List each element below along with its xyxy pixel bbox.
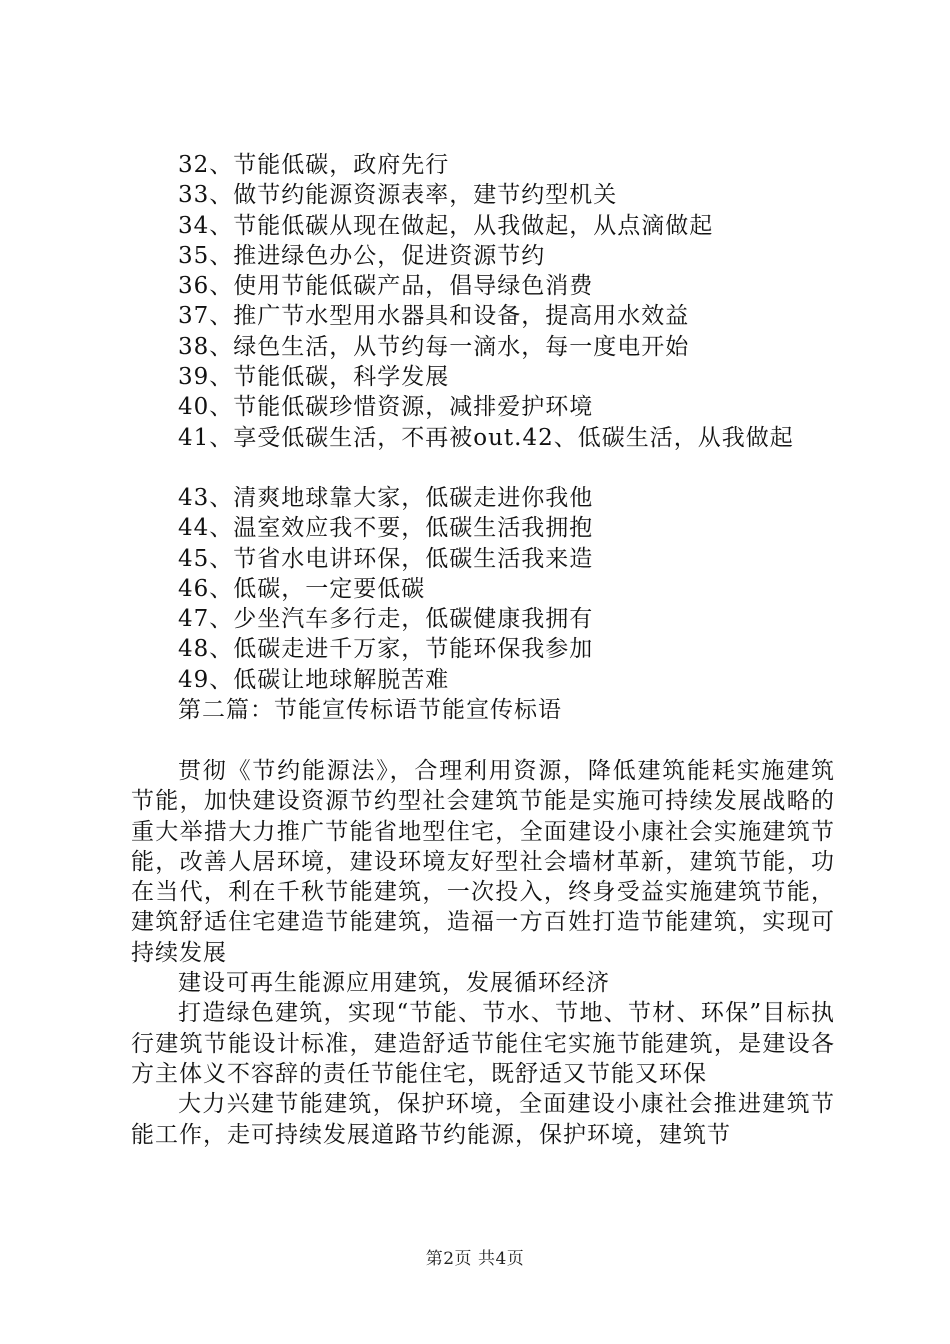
body-text bbox=[131, 756, 835, 1150]
slogan-item: 38、绿色生活，从节约每一滴水，每一度电开始 bbox=[178, 333, 690, 360]
page-footer: 第2页 共4页 bbox=[425, 1249, 525, 1269]
paragraph: 建设可再生能源应用建筑，发展循环经济 bbox=[178, 970, 610, 997]
slogan-item: 47、少坐汽车多行走，低碳健康我拥有 bbox=[178, 606, 594, 633]
slogan-item: 41、享受低碳生活，不再被out.42、低碳生活，从我做起 bbox=[178, 424, 794, 451]
slogan-item: 46、低碳，一定要低碳 bbox=[178, 575, 426, 602]
slogan-item: 34、节能低碳从现在做起，从我做起，从点滴做起 bbox=[178, 212, 714, 239]
slogan-item: 44、温室效应我不要，低碳生活我拥抱 bbox=[178, 515, 594, 542]
slogan-item: 48、低碳走进千万家，节能环保我参加 bbox=[178, 636, 594, 663]
slogan-item: 43、清爽地球靠大家，低碳走进你我他 bbox=[178, 484, 594, 511]
slogan-item: 36、使用节能低碳产品，倡导绿色消费 bbox=[178, 273, 594, 300]
paragraph: 大力兴建节能建筑，保护环境，全面建设小康社会推进建筑节能工作，走可持续发展道路节约能源，保护环境，建筑节 bbox=[131, 1091, 835, 1148]
slogan-item: 39、节能低碳，科学发展 bbox=[178, 364, 450, 391]
slogan-item: 40、节能低碳珍惜资源，减排爱护环境 bbox=[178, 394, 594, 421]
slogan-item: 35、推进绿色办公，促进资源节约 bbox=[178, 242, 546, 269]
slogan-item: 49、低碳让地球解脱苦难 bbox=[178, 666, 450, 693]
slogan-item: 33、做节约能源资源表率，建节约型机关 bbox=[178, 182, 618, 209]
blank-line bbox=[178, 453, 858, 483]
slogan-item: 45、节省水电讲环保，低碳生活我来造 bbox=[178, 545, 594, 572]
slogan-item: 37、推广节水型用水器具和设备，提高用水效益 bbox=[178, 303, 690, 330]
paragraph: 打造绿色建筑，实现“节能、节水、节地、节材、环保”目标执行建筑节能设计标准，建造舒适节能住宅实施节能建筑，是建设各方主体义不容辞的责任节能住宅，既舒适又节能又环保 bbox=[131, 1000, 835, 1087]
slogan-list bbox=[178, 150, 858, 725]
slogan-item: 32、节能低碳，政府先行 bbox=[178, 152, 450, 178]
paragraph: 贯彻《节约能源法》，合理利用资源，降低建筑能耗实施建筑节能，加快建设资源节约型社会建筑节能是实施可持续发展战略的重大举措大力推广节能省地型住宅，全面建设小康社会实施建筑节能，改善人居环境，建设环境友好型社会墙材革新，建筑节能，功在当代，利在千秋节能建筑，一次投入，终身受益实施建筑节能，建筑舒适住宅建造节能建筑，造福一方百姓打造节能建筑，实现可持续发展 bbox=[131, 758, 835, 966]
section-title: 第二篇：节能宣传标语节能宣传标语 bbox=[178, 697, 562, 724]
